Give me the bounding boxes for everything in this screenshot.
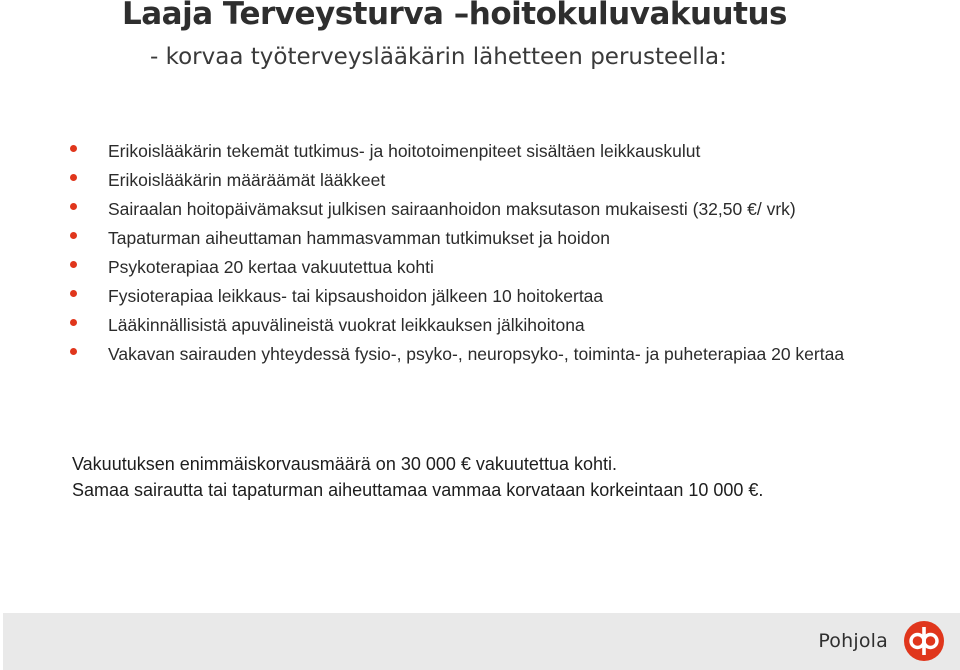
bullet-text: Tapaturman aiheuttaman hammasvamman tutkimukset ja hoidon <box>108 228 610 248</box>
bullet-dot-icon <box>70 232 77 239</box>
footer-bar <box>3 613 960 670</box>
bullet-item <box>0 224 900 253</box>
bullet-dot-icon <box>70 348 77 355</box>
bullet-item <box>0 166 900 195</box>
bullet-list <box>0 137 900 369</box>
bullet-item <box>0 340 900 369</box>
bullet-text: Erikoislääkärin tekemät tutkimus- ja hoitotoimenpiteet sisältäen leikkauskulut <box>108 141 701 161</box>
bullet-item <box>0 282 900 311</box>
bullet-dot-icon <box>70 319 77 326</box>
closing-text <box>72 451 892 503</box>
bullet-text: Erikoislääkärin määräämät lääkkeet <box>108 170 386 190</box>
bullet-dot-icon <box>70 290 77 297</box>
bullet-text: Fysioterapiaa leikkaus- tai kipsaushoidon jälkeen 10 hoitokertaa <box>108 286 604 306</box>
bullet-dot-icon <box>70 261 77 268</box>
bullet-text: Psykoterapiaa 20 kertaa vakuutettua kohti <box>108 257 434 277</box>
bullet-item <box>0 311 900 340</box>
brand-name: Pohjola <box>818 630 888 652</box>
bullet-text: Sairaalan hoitopäivämaksut julkisen sairaanhoidon maksutason mukaisesti (32,50 €/ vrk) <box>108 199 796 219</box>
bullet-item <box>0 253 900 282</box>
bullet-item <box>0 137 900 166</box>
max-compensation-note: Vakuutuksen enimmäiskorvausmäärä on 30 000 € vakuutettua kohti. <box>72 454 617 474</box>
bullet-dot-icon <box>70 145 77 152</box>
page-title: Laaja Terveysturva –hoitokuluvakuutus <box>122 0 787 32</box>
bullet-item <box>0 195 900 224</box>
bullet-dot-icon <box>70 203 77 210</box>
bullet-text: Lääkinnällisistä apuvälineistä vuokrat leikkauksen jälkihoitona <box>108 315 585 335</box>
bullet-text: Vakavan sairauden yhteydessä fysio-, psyko-, neuropsyko-, toiminta- ja puheterapiaa 20 kertaa <box>108 344 845 364</box>
page-subtitle: - korvaa työterveyslääkärin lähetteen perusteella: <box>150 44 727 70</box>
same-illness-note: Samaa sairautta tai tapaturman aiheuttamaa vammaa korvataan korkeintaan 10 000 €. <box>72 480 764 500</box>
bullet-dot-icon <box>70 174 77 181</box>
pohjola-logo-icon <box>904 621 944 661</box>
